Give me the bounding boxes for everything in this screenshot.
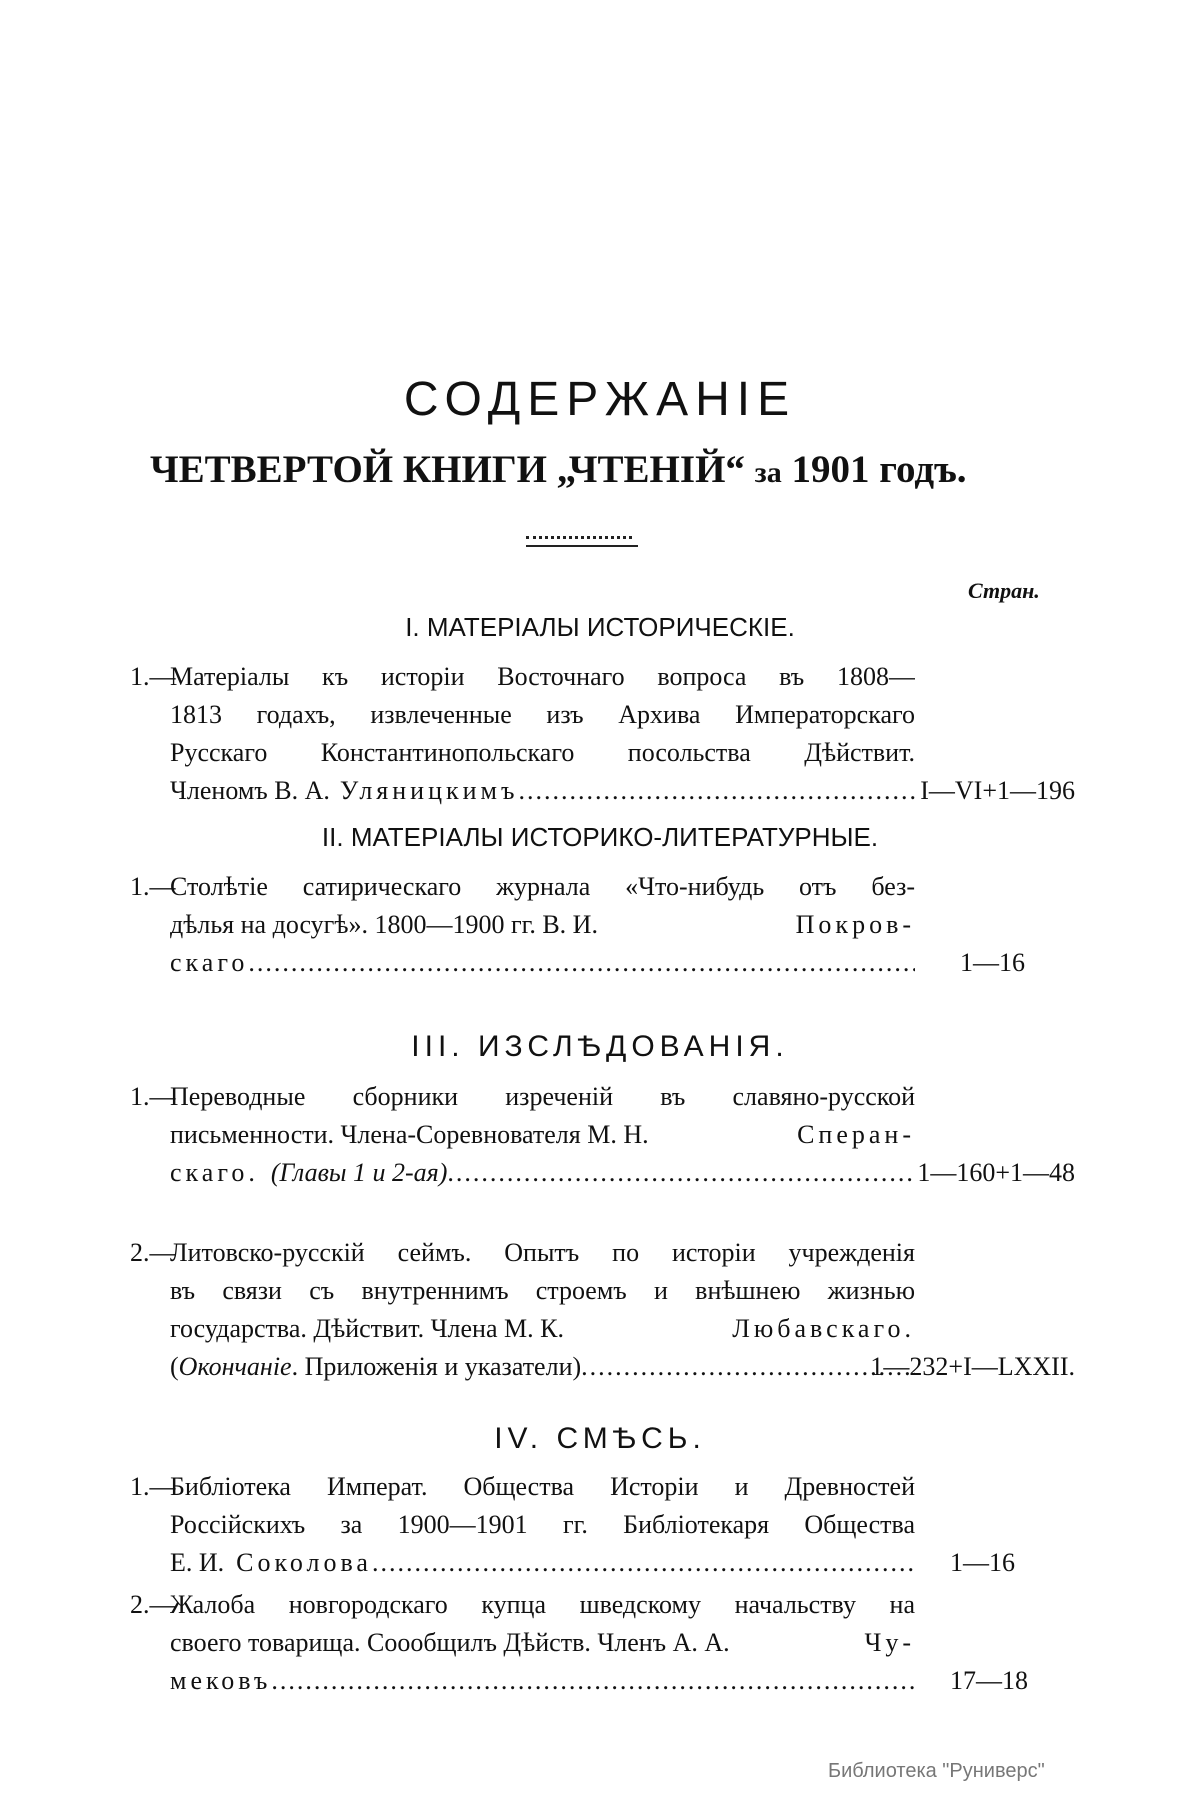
page-range: I—VI+1—196 [920, 776, 1075, 805]
author-name: Сперан- [797, 1120, 915, 1149]
library-watermark: Библиотека "Руниверс" [828, 1760, 1045, 1782]
entry-text-segment: государства. Дѣйствит. Члена М. К. [170, 1314, 564, 1343]
entry-text-segment: (Главы 1 и 2-ая) [270, 1158, 448, 1187]
page-range: 1—16 [950, 1548, 1015, 1577]
section-heading-1: I. МАТЕРІАЛЫ ИСТОРИЧЕСКІЕ. [405, 612, 795, 642]
entry-leader-line [170, 1348, 915, 1386]
entry-number: 1.— [130, 662, 176, 691]
author-name: скаго [170, 948, 249, 977]
entry-text-segment: Членомъ В. А. [170, 776, 330, 805]
entry-text-line: Жалоба новгородскаго купца шведскому начальству на [170, 1590, 915, 1619]
toc-entry [130, 1078, 1075, 1192]
page-range: 1—232+I—LXXII. [870, 1352, 1075, 1381]
entry-text-line: Россійскихъ за 1900—1901 гг. Библіотекаря Общества [170, 1510, 915, 1539]
entry-number: 2.— [130, 1238, 176, 1267]
author-name: Любавскаго. [732, 1314, 915, 1343]
leader-dots [372, 1544, 915, 1582]
entry-number: 1.— [130, 1082, 176, 1111]
author-name: мековъ [170, 1666, 272, 1695]
author-name: скаго. [170, 1158, 259, 1187]
entry-text-segment: своего товарища. Сооoбщилъ Дѣйств. Членъ А. А. [170, 1628, 730, 1657]
entry-text-line: Литовско-русскій сеймъ. Опытъ по исторіи учрежденія [170, 1238, 915, 1267]
entry-leader-line [170, 1662, 915, 1700]
page-range: 17—18 [950, 1666, 1028, 1695]
entry-text-segment: Окончаніе [178, 1352, 292, 1381]
entry-text-line: 1813 годахъ, извлеченные изъ Архива Императорскаго [170, 700, 915, 729]
leader-dots [447, 1154, 915, 1192]
subtitle-za: за [754, 456, 782, 489]
page-title: СОДЕРЖАНІЕ [403, 373, 797, 426]
decorative-rule-dotted [526, 536, 632, 539]
page-range: 1—16 [960, 948, 1025, 977]
entry-leader-line [170, 772, 915, 810]
entry-text-line [170, 1624, 915, 1662]
entry-text-line [170, 1116, 915, 1154]
author-name: Соколова [236, 1548, 372, 1577]
entry-text-line: Матеріалы къ исторіи Восточнаго вопроса въ 1808— [170, 662, 915, 691]
entry-leader-line [170, 944, 915, 982]
author-name: Покров- [795, 910, 915, 939]
entry-number: 2.— [130, 1590, 176, 1619]
leader-dots [581, 1348, 915, 1386]
entry-text-line: въ связи съ внутреннимъ строемъ и внѣшнею жизнью [170, 1276, 915, 1305]
toc-entry [130, 1468, 1075, 1582]
entry-text-line: Столѣтіе сатирическаго журнала «Что-нибудь отъ без- [170, 872, 915, 901]
entry-text-segment: . Приложенія и указатели) [291, 1352, 582, 1381]
toc-entry [130, 868, 1075, 982]
pages-column-label: Стран. [968, 578, 1040, 603]
leader-dots [248, 944, 915, 982]
entry-text-segment: письменности. Члена-Соревнователя М. Н. [170, 1120, 649, 1149]
entry-leader-line [170, 1544, 915, 1582]
entry-number: 1.— [130, 1472, 176, 1501]
entry-text-segment: дѣлья на досугѣ». 1800—1900 гг. В. И. [170, 910, 598, 939]
section-heading-2: II. МАТЕРІАЛЫ ИСТОРИКО-ЛИТЕРАТУРНЫЕ. [321, 822, 879, 852]
entry-text-line: Библіотека Императ. Общества Исторіи и Древностей [170, 1472, 915, 1501]
leader-dots [518, 772, 915, 810]
section-heading-3: III. ИЗСЛѢДОВАНІЯ. [411, 1030, 789, 1063]
section-heading-4: IV. СМѢСЬ. [494, 1422, 706, 1455]
page-subtitle [150, 450, 967, 489]
toc-entry [130, 658, 1075, 810]
leader-dots [271, 1662, 915, 1700]
entry-text-segment: ( [170, 1352, 179, 1381]
entry-number: 1.— [130, 872, 176, 901]
toc-entry [130, 1586, 1075, 1700]
subtitle-main: ЧЕТВЕРТОЙ КНИГИ „ЧТЕНІЙ“ [150, 448, 745, 491]
author-name: Уляницкимъ [339, 776, 519, 805]
subtitle-god: годъ. [879, 448, 967, 491]
toc-entry [130, 1234, 1075, 1386]
entry-text-line: Переводные сборники изреченій въ славяно-русской [170, 1082, 915, 1111]
page-range: 1—160+1—48 [917, 1158, 1075, 1187]
subtitle-year: 1901 [791, 448, 870, 491]
decorative-rule [526, 545, 638, 547]
entry-text-line [170, 906, 915, 944]
entry-text-line [170, 1310, 915, 1348]
entry-leader-line [170, 1154, 915, 1192]
entry-text-line: Русскаго Константинопольскаго посольства Дѣйствит. [170, 738, 915, 767]
entry-text-segment: Е. И. [170, 1548, 225, 1577]
author-name: Чу- [864, 1628, 915, 1657]
